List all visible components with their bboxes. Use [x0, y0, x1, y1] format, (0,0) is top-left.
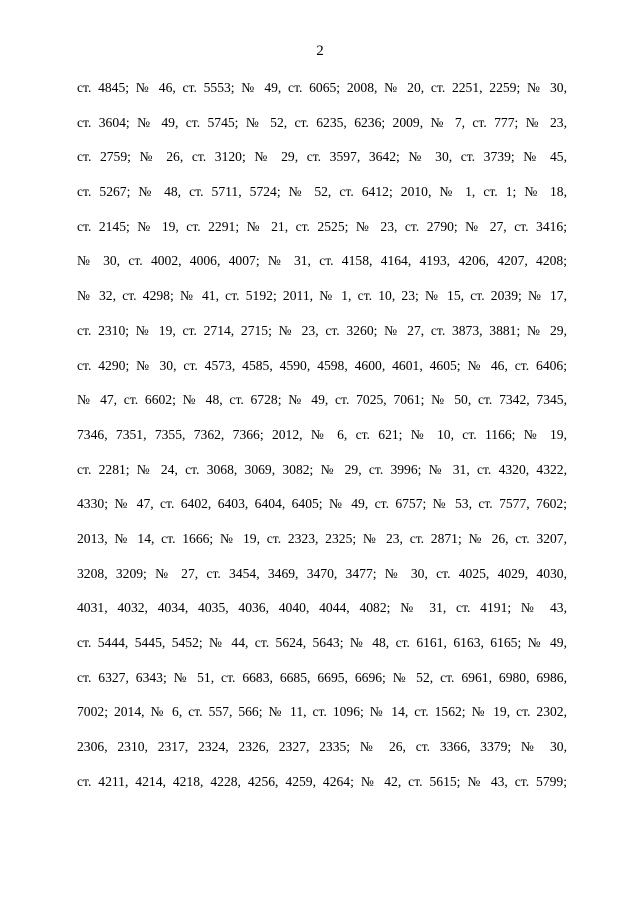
text-line: ст. 6327, 6343; № 51, ст. 6683, 6685, 6695, 6696; № 52, ст. 6961, 6980, 6986,	[77, 669, 567, 685]
text-line: 4330; № 47, ст. 6402, 6403, 6404, 6405; № 49, ст. 6757; № 53, ст. 7577, 7602;	[77, 496, 567, 512]
text-line: № 32, ст. 4298; № 41, ст. 5192; 2011, № 1, ст. 10, 23; № 15, ст. 2039; № 17,	[77, 288, 567, 304]
text-line: 4031, 4032, 4034, 4035, 4036, 4040, 4044, 4082; № 31, ст. 4191; № 43,	[77, 600, 567, 616]
text-line: ст. 4290; № 30, ст. 4573, 4585, 4590, 4598, 4600, 4601, 4605; № 46, ст. 6406;	[77, 357, 567, 373]
text-line: ст. 4211, 4214, 4218, 4228, 4256, 4259, 4264; № 42, ст. 5615; № 43, ст. 5799;	[77, 773, 567, 789]
text-line: ст. 4845; № 46, ст. 5553; № 49, ст. 6065; 2008, № 20, ст. 2251, 2259; № 30,	[77, 80, 567, 95]
text-line: 2013, № 14, ст. 1666; № 19, ст. 2323, 2325; № 23, ст. 2871; № 26, ст. 3207,	[77, 530, 567, 546]
text-line: 2306, 2310, 2317, 2324, 2326, 2327, 2335; № 26, ст. 3366, 3379; № 30,	[77, 739, 567, 755]
text-line: ст. 5267; № 48, ст. 5711, 5724; № 52, ст. 6412; 2010, № 1, ст. 1; № 18,	[77, 184, 567, 200]
document-body	[77, 78, 567, 806]
text-line: ст. 2759; № 26, ст. 3120; № 29, ст. 3597, 3642; № 30, ст. 3739; № 45,	[77, 149, 567, 165]
text-line: ст. 2281; № 24, ст. 3068, 3069, 3082; № 29, ст. 3996; № 31, ст. 4320, 4322,	[77, 461, 567, 477]
text-line: 7002; 2014, № 6, ст. 557, 566; № 11, ст. 1096; № 14, ст. 1562; № 19, ст. 2302,	[77, 704, 567, 720]
text-line: ст. 2310; № 19, ст. 2714, 2715; № 23, ст. 3260; № 27, ст. 3873, 3881; № 29,	[77, 322, 567, 338]
text-line: 3208, 3209; № 27, ст. 3454, 3469, 3470, 3477; № 30, ст. 4025, 4029, 4030,	[77, 565, 567, 581]
text-line: № 47, ст. 6602; № 48, ст. 6728; № 49, ст. 7025, 7061; № 50, ст. 7342, 7345,	[77, 392, 567, 408]
text-line: 7346, 7351, 7355, 7362, 7366; 2012, № 6, ст. 621; № 10, ст. 1166; № 19,	[77, 426, 567, 442]
text-line: ст. 3604; № 49, ст. 5745; № 52, ст. 6235, 6236; 2009, № 7, ст. 777; № 23,	[77, 114, 567, 130]
text-line: ст. 2145; № 19, ст. 2291; № 21, ст. 2525; № 23, ст. 2790; № 27, ст. 3416;	[77, 218, 567, 234]
text-line: ст. 5444, 5445, 5452; № 44, ст. 5624, 5643; № 48, ст. 6161, 6163, 6165; № 49,	[77, 635, 567, 650]
text-line: № 30, ст. 4002, 4006, 4007; № 31, ст. 4158, 4164, 4193, 4206, 4207, 4208;	[77, 253, 567, 269]
page-number: 2	[316, 43, 324, 59]
